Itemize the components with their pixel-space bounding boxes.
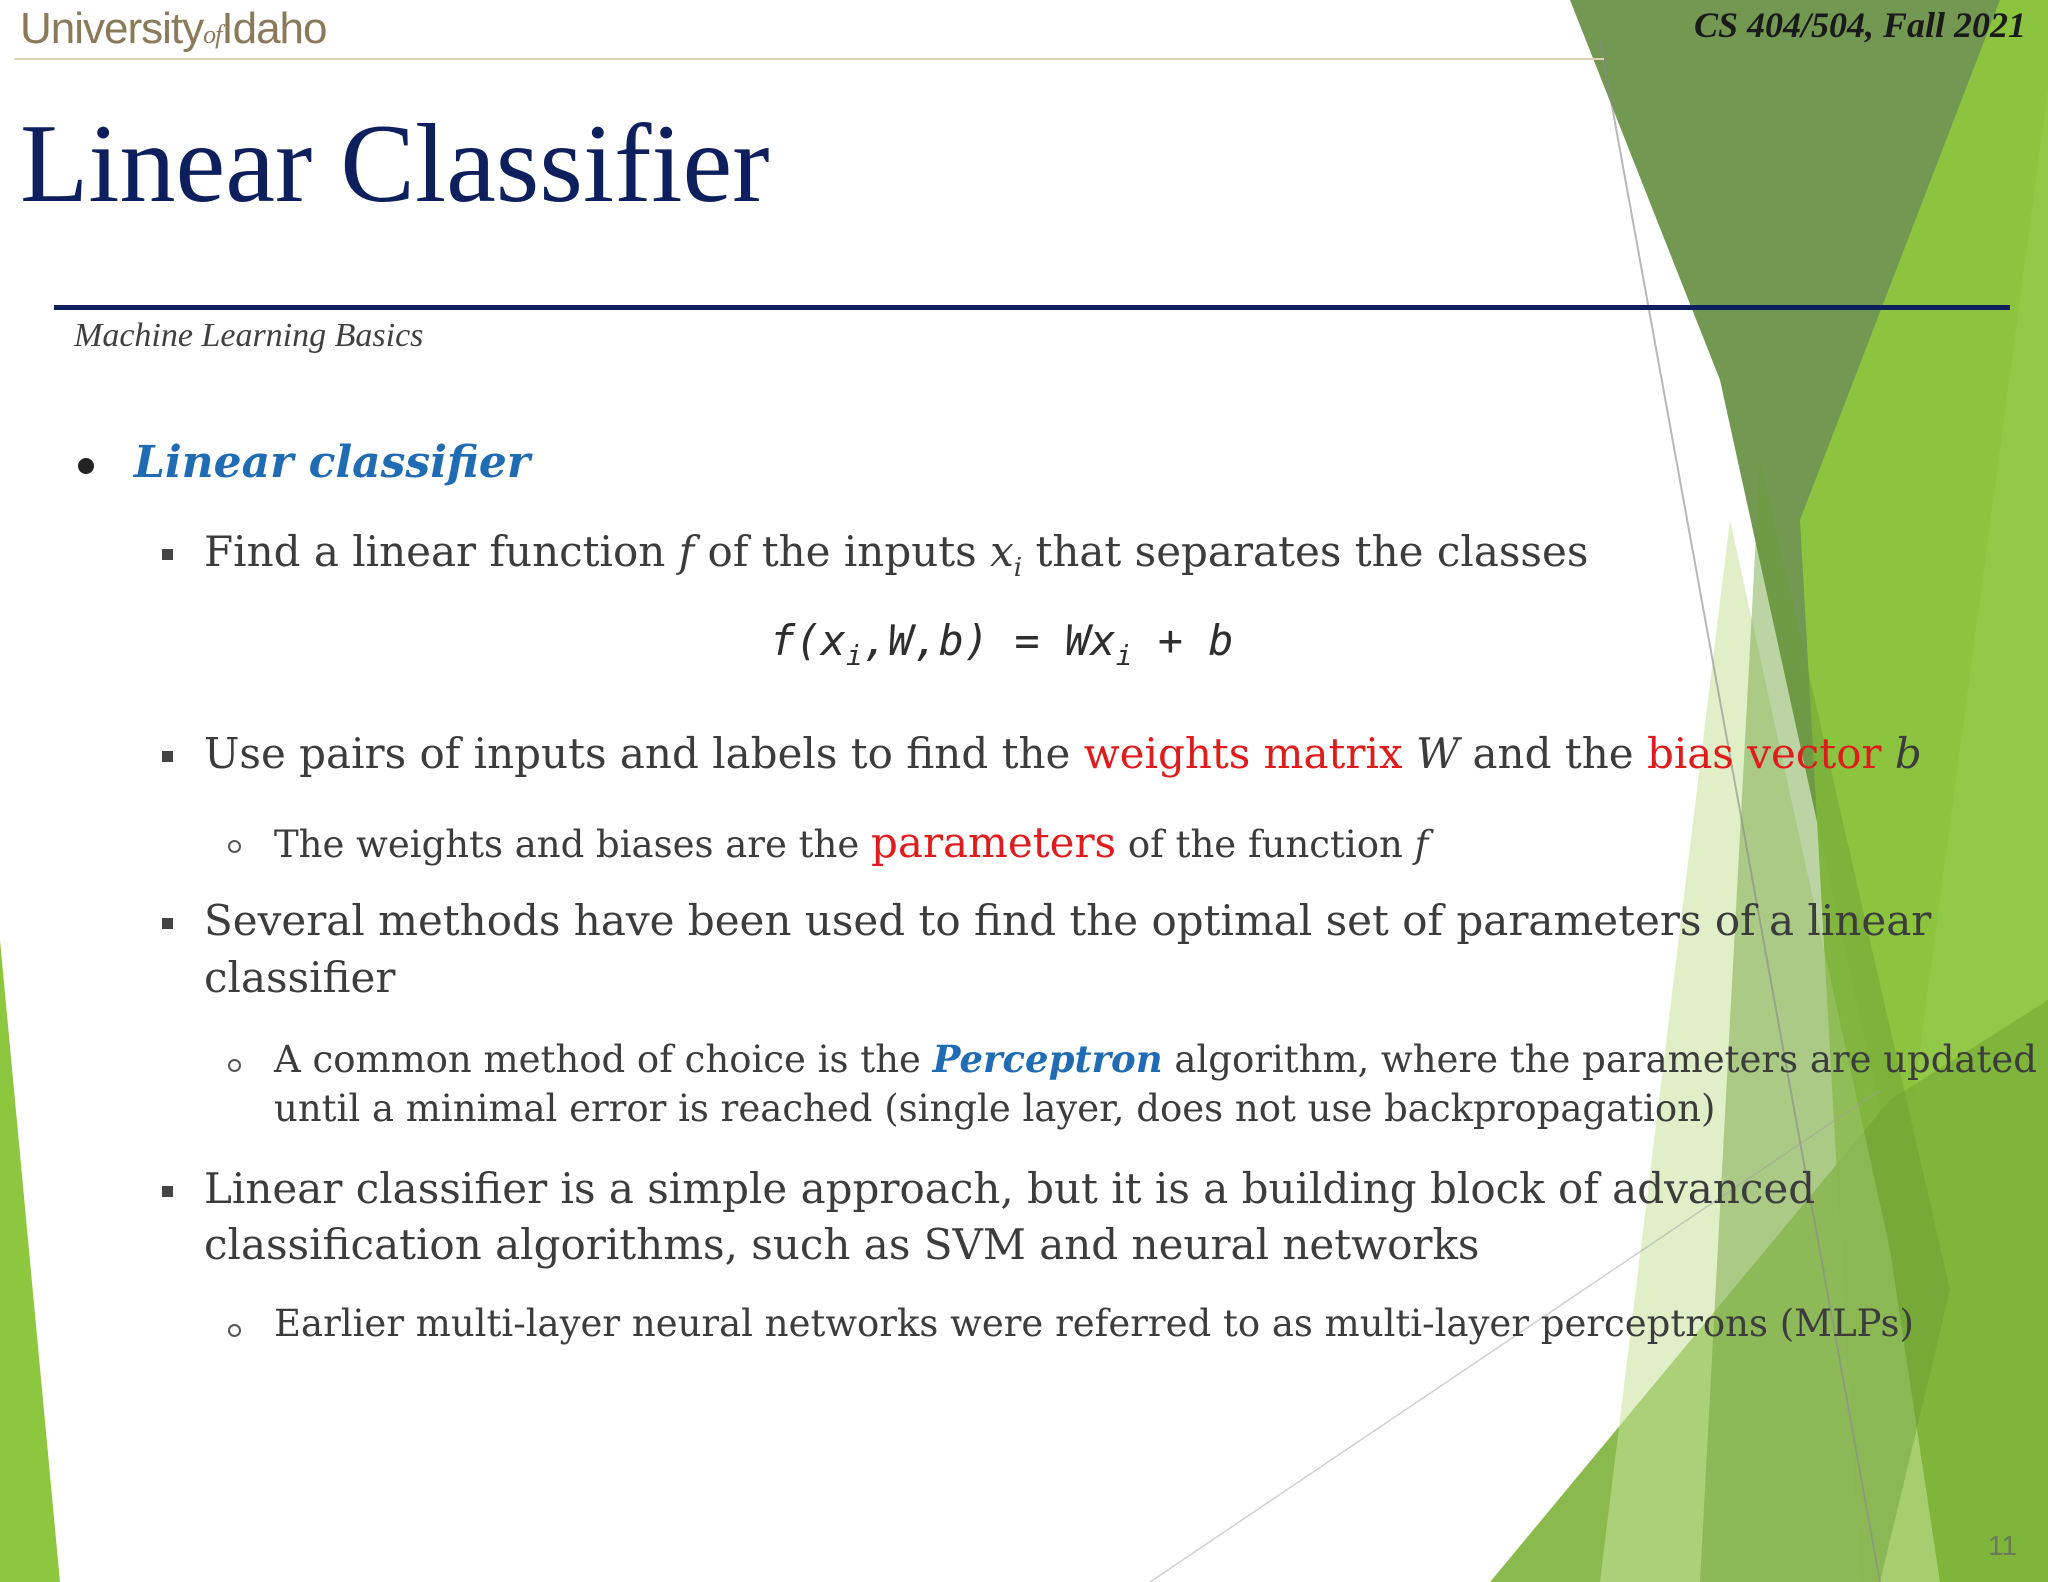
bullet-linear-classifier (134, 437, 530, 488)
header-rule (14, 58, 1604, 60)
bullet-square-icon (162, 549, 173, 560)
bullet-dot-icon (78, 458, 94, 474)
slide-subtitle: Machine Learning Basics (74, 317, 424, 354)
bullet-circle-icon (228, 1059, 241, 1072)
university-logo: UniversityofIdaho (20, 4, 327, 53)
bullet-perceptron-line1: A common method of choice is the Perceptron algorithm, where the parameters are updated (274, 1037, 2037, 1081)
bullet-perceptron-line2: until a minimal error is reached (single layer, does not use backpropagation) (274, 1087, 1716, 1130)
bullet-several-methods-line1: Several methods have been used to find the optimal set of parameters of a linear (204, 896, 1932, 945)
bullet-circle-icon (228, 840, 241, 853)
green-facet-left (0, 940, 60, 1582)
bullet-mlps: Earlier multi-layer neural networks were referred to as multi-layer perceptrons (MLPs) (274, 1302, 1914, 1345)
course-label: CS 404/504, Fall 2021 (1693, 5, 2026, 45)
slide-title: Linear Classifier (20, 102, 770, 226)
page-number: 11 (1988, 1530, 2018, 1561)
bullet-circle-icon (228, 1324, 241, 1337)
bullet-square-icon (162, 1186, 173, 1197)
bullet-simple-approach-line2: classification algorithms, such as SVM and neural networks (204, 1220, 1480, 1269)
bullet-several-methods-line2: classifier (204, 953, 396, 1002)
bullet-find-function: Find a linear function f of the inputs $x_i$ that separates the classes (204, 527, 1589, 583)
heading-linear-classifier: Linear classifier (134, 437, 531, 488)
equation-linear-function: $f(x_i,W,b) = Wx_i + b$ (770, 616, 1234, 672)
bullet-square-icon (162, 751, 173, 762)
title-rule (54, 305, 2010, 310)
bullet-simple-approach-line1: Linear classifier is a simple approach, but it is a building block of advanced (204, 1164, 1816, 1213)
bullet-square-icon (162, 918, 173, 929)
bullet-parameters: The weights and biases are the parameters of the function f (274, 818, 1429, 867)
bullet-use-pairs: Use pairs of inputs and labels to find the weights matrix W and the bias vector b (204, 729, 1922, 778)
